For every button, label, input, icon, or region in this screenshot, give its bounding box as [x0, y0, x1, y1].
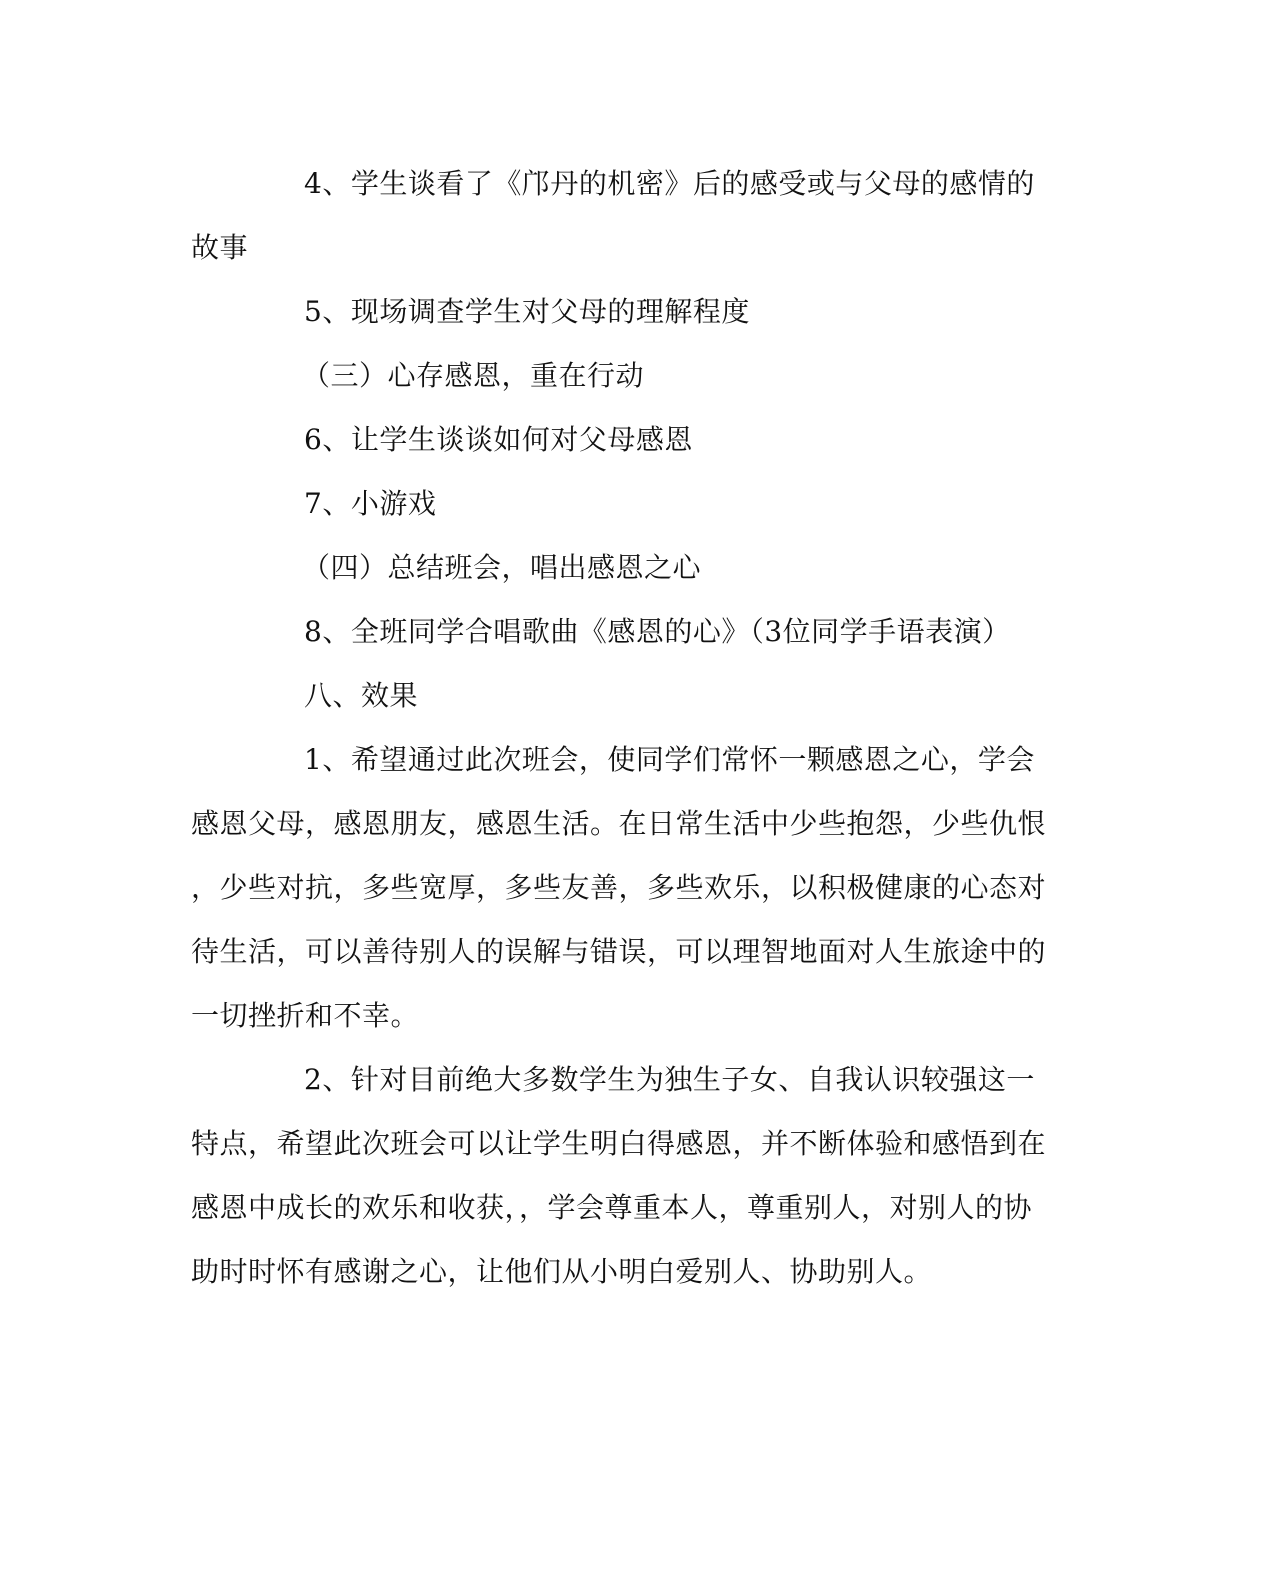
item-4-line-1: 4、学生谈看了《邝丹的机密》后的感受或与父母的感情的 [304, 167, 1035, 200]
effect-2-line-3: 感恩中成长的欢乐和收获，，学会尊重本人，尊重别人，对别人的协 [191, 1191, 1033, 1224]
effect-1-line-2: 感恩父母，感恩朋友，感恩生活。在日常生活中少些抱怨，少些仇恨 [191, 807, 1047, 840]
effect-2-line-2: 特点，希望此次班会可以让学生明白得感恩，并不断体验和感悟到在 [191, 1127, 1047, 1160]
item-4-line-2: 故事 [191, 231, 249, 264]
effect-2-line-4: 助时时怀有感谢之心，让他们从小明白爱别人、协助别人。 [191, 1255, 933, 1288]
section-8-heading: 八、效果 [304, 679, 419, 712]
effect-2-line-1: 2、针对目前绝大多数学生为独生子女、自我认识较强这一 [304, 1063, 1035, 1096]
item-8: 8、全班同学合唱歌曲《感恩的心》（3位同学手语表演） [304, 615, 1011, 648]
item-5: 5、现场调查学生对父母的理解程度 [304, 295, 750, 328]
item-7: 7、小游戏 [304, 487, 437, 520]
section-3-heading: （三）心存感恩，重在行动 [302, 359, 645, 392]
effect-1-line-5: 一切挫折和不幸。 [191, 999, 420, 1032]
item-6: 6、让学生谈谈如何对父母感恩 [304, 423, 693, 456]
section-4-heading: （四）总结班会，唱出感恩之心 [302, 551, 702, 584]
effect-1-line-4: 待生活，可以善待别人的误解与错误，可以理智地面对人生旅途中的 [191, 935, 1047, 968]
effect-1-line-3: ，少些对抗，多些宽厚，多些友善，多些欢乐，以积极健康的心态对 [191, 871, 1047, 904]
effect-1-line-1: 1、希望通过此次班会，使同学们常怀一颗感恩之心，学会 [304, 743, 1035, 776]
